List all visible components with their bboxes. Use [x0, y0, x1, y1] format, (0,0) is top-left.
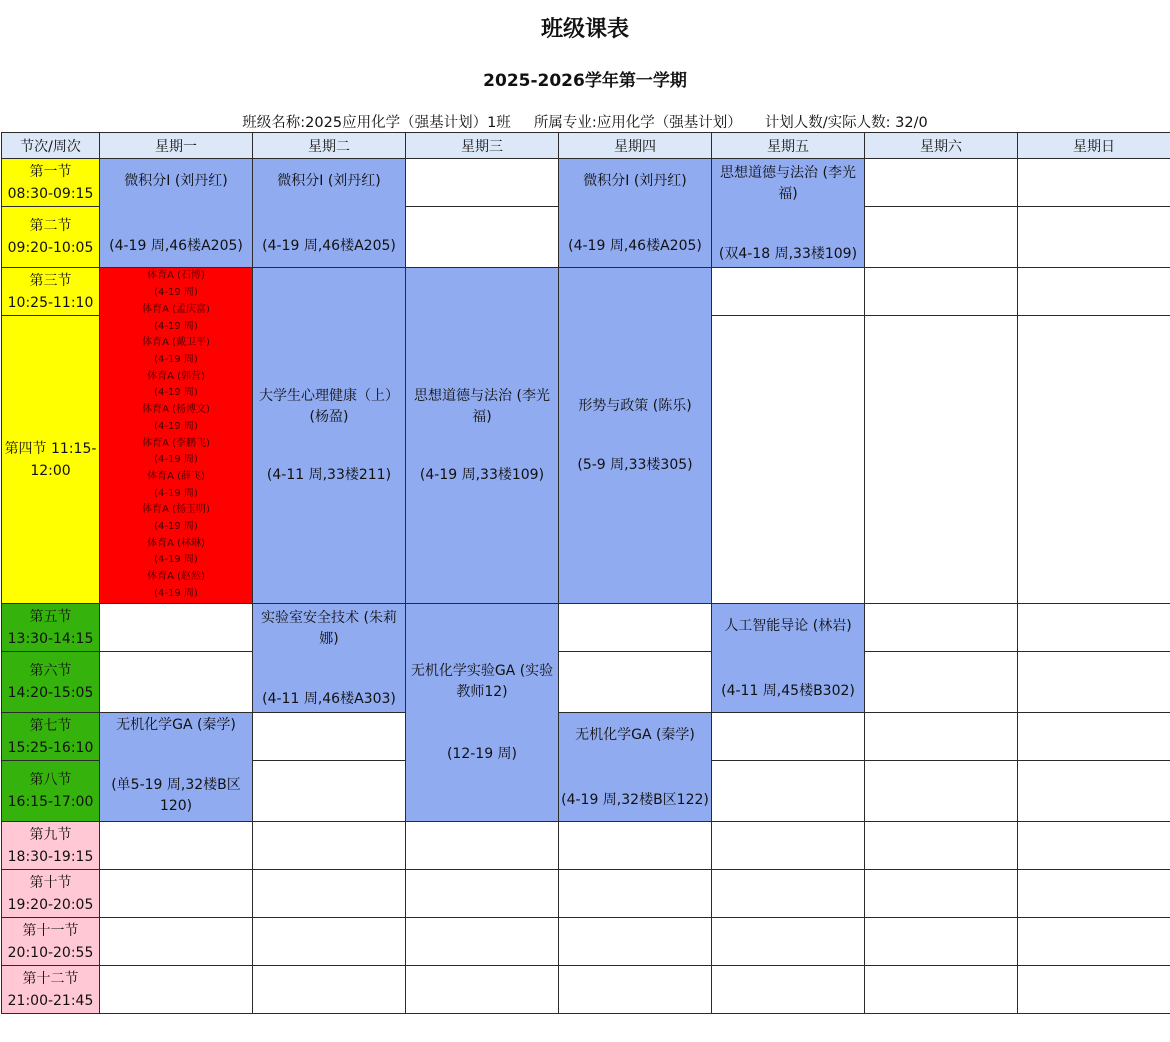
empty-cell — [559, 918, 712, 966]
empty-cell — [100, 604, 253, 652]
pe-course-name: 体育A (石博) — [147, 270, 205, 282]
pe-course-weeks: (4-19 周) — [154, 353, 198, 365]
course-detail: (5-9 周,33楼305) — [577, 456, 693, 473]
empty-cell — [865, 870, 1018, 918]
empty-cell — [253, 966, 406, 1014]
course-detail: (12-19 周) — [446, 745, 518, 762]
semester-title: 2025-2026学年第一学期 — [483, 71, 687, 91]
pe-course-weeks: (4-19 周) — [154, 387, 198, 399]
empty-cell — [406, 207, 559, 268]
empty-cell — [712, 268, 865, 316]
empty-cell — [712, 870, 865, 918]
course-cell[interactable] — [406, 268, 559, 604]
period-name: 第五节 — [29, 608, 72, 625]
period-name: 第二节 — [29, 218, 72, 234]
course-cell[interactable] — [712, 604, 865, 713]
period-name: 第十二节 — [22, 970, 79, 987]
pe-course-name: 体育A (郭营) — [147, 370, 205, 382]
empty-cell — [406, 918, 559, 966]
course-detail: (单5-19 周,32楼B区120) — [111, 777, 241, 814]
pe-course-name: 体育A (李鹏飞) — [142, 437, 210, 449]
course-name: 无机化学GA (秦学) — [575, 727, 695, 743]
course-cell[interactable] — [406, 604, 559, 822]
period-time: 21:00-21:45 — [7, 992, 94, 1009]
empty-cell — [406, 966, 559, 1014]
period-label — [2, 268, 100, 316]
empty-cell — [712, 761, 865, 822]
empty-cell — [559, 822, 712, 870]
empty-cell — [1018, 822, 1170, 870]
period-label — [2, 870, 100, 918]
period-name: 第六节 — [29, 663, 72, 679]
period-label — [2, 918, 100, 966]
pe-course-weeks: (4-19 周) — [154, 487, 198, 499]
day-header-monday: 星期一 — [100, 133, 253, 159]
period-name: 第三节 — [29, 272, 72, 289]
empty-cell — [865, 652, 1018, 713]
course-detail: (双4-18 周,33楼109) — [718, 246, 858, 262]
course-detail: (4-11 周,46楼A303) — [262, 691, 396, 707]
empty-cell — [559, 652, 712, 713]
empty-cell — [253, 918, 406, 966]
empty-cell — [1018, 713, 1170, 761]
empty-cell — [865, 159, 1018, 207]
course-cell[interactable] — [253, 268, 406, 604]
course-detail: (4-11 周,45楼B302) — [721, 683, 855, 699]
course-cell[interactable] — [559, 268, 712, 604]
empty-cell — [1018, 316, 1170, 604]
period-label — [2, 652, 100, 713]
empty-cell — [406, 822, 559, 870]
period-time: 10:25-11:10 — [7, 294, 94, 311]
timetable — [1, 132, 1170, 1014]
course-detail: (4-19 周,32楼B区122) — [561, 792, 709, 808]
course-name: 大学生心理健康（上）(杨盈) — [259, 387, 399, 425]
empty-cell — [253, 713, 406, 761]
period-name: 第十一节 — [22, 922, 79, 939]
course-cell[interactable] — [559, 159, 712, 268]
empty-cell — [559, 604, 712, 652]
period-name: 第八节 — [29, 772, 72, 788]
day-header-saturday: 星期六 — [865, 133, 1018, 159]
period-time: 19:20-20:05 — [7, 896, 94, 913]
period-time: 08:30-09:15 — [7, 185, 94, 202]
empty-cell — [1018, 604, 1170, 652]
course-name: 无机化学GA (秦学) — [116, 717, 236, 733]
pe-course-weeks: (4-19 周) — [154, 287, 198, 299]
course-cell[interactable] — [253, 159, 406, 268]
empty-cell — [253, 822, 406, 870]
empty-cell — [1018, 870, 1170, 918]
period-label — [2, 316, 100, 604]
empty-cell — [1018, 761, 1170, 822]
empty-cell — [865, 207, 1018, 268]
day-header-friday: 星期五 — [712, 133, 865, 159]
empty-cell — [865, 316, 1018, 604]
pe-course-name: 体育A (戴卫平) — [142, 337, 210, 349]
day-header-sunday: 星期日 — [1018, 133, 1170, 159]
course-name: 思想道德与法治 (李光福) — [720, 165, 856, 202]
course-detail: (4-11 周,33楼211) — [266, 466, 392, 483]
period-label — [2, 966, 100, 1014]
pe-course-weeks: (4-19 周) — [154, 454, 198, 466]
period-label — [2, 822, 100, 870]
page-title: 班级课表 — [540, 17, 629, 42]
period-label — [2, 713, 100, 761]
empty-cell — [1018, 207, 1170, 268]
day-header-tuesday: 星期二 — [253, 133, 406, 159]
course-detail: (4-19 周,46楼A205) — [262, 238, 396, 254]
pe-course-weeks: (4-19 周) — [154, 320, 198, 332]
course-detail: (4-19 周,46楼A205) — [109, 238, 243, 254]
empty-cell — [1018, 918, 1170, 966]
period-label — [2, 207, 100, 268]
empty-cell — [1018, 159, 1170, 207]
pe-course-weeks: (4-19 周) — [154, 587, 198, 599]
empty-cell — [712, 822, 865, 870]
empty-cell — [865, 604, 1018, 652]
period-time: 15:25-16:10 — [7, 739, 94, 756]
day-header-thursday: 星期四 — [559, 133, 712, 159]
pe-course-name: 体育A (林琳) — [147, 537, 205, 549]
empty-cell — [100, 652, 253, 713]
empty-cell — [712, 966, 865, 1014]
period-time: 18:30-19:15 — [7, 848, 94, 865]
pe-course-cell[interactable] — [100, 268, 253, 604]
empty-cell — [100, 966, 253, 1014]
empty-cell — [865, 713, 1018, 761]
empty-cell — [406, 870, 559, 918]
empty-cell — [1018, 652, 1170, 713]
pe-course-name: 体育A (薛飞) — [147, 470, 205, 482]
pe-course-name: 体育A (孟庆富) — [142, 303, 210, 315]
empty-cell — [865, 822, 1018, 870]
course-name: 微积分I (刘丹红) — [124, 173, 228, 189]
empty-cell — [100, 822, 253, 870]
period-label — [2, 159, 100, 207]
corner-header: 节次/周次 — [2, 133, 100, 159]
empty-cell — [1018, 966, 1170, 1014]
course-cell[interactable] — [253, 604, 406, 713]
period-name: 第七节 — [29, 717, 72, 734]
pe-course-weeks: (4-19 周) — [154, 420, 198, 432]
period-name: 第十节 — [29, 874, 72, 891]
period-time: 16:15-17:00 — [7, 794, 94, 810]
empty-cell — [253, 761, 406, 822]
empty-cell — [406, 159, 559, 207]
course-name: 形势与政策 (陈乐) — [578, 397, 692, 414]
day-header-wednesday: 星期三 — [406, 133, 559, 159]
course-detail: (4-19 周,46楼A205) — [568, 238, 702, 254]
course-cell[interactable] — [100, 713, 253, 822]
period-name: 第一节 — [29, 163, 72, 180]
course-name: 无机化学实验GA (实验教师12) — [410, 662, 554, 700]
course-cell[interactable] — [100, 159, 253, 268]
empty-cell — [712, 316, 865, 604]
course-name: 实验室安全技术 (朱莉娜) — [261, 610, 397, 647]
pe-course-weeks: (4-19 周) — [154, 554, 198, 566]
empty-cell — [253, 870, 406, 918]
empty-cell — [712, 918, 865, 966]
period-label — [2, 604, 100, 652]
empty-cell — [559, 966, 712, 1014]
pe-course-name: 体育A (杨玉明) — [142, 504, 210, 516]
pe-course-name: 体育A (赵然) — [147, 571, 205, 583]
empty-cell — [865, 966, 1018, 1014]
period-label — [2, 761, 100, 822]
empty-cell — [1018, 268, 1170, 316]
empty-cell — [865, 268, 1018, 316]
course-detail: (4-19 周,33楼109) — [419, 466, 545, 483]
course-cell[interactable] — [712, 159, 865, 268]
course-name: 微积分I (刘丹红) — [583, 173, 687, 189]
period-name: 第九节 — [29, 826, 72, 843]
period-time: 13:30-14:15 — [7, 630, 94, 647]
empty-cell — [559, 870, 712, 918]
empty-cell — [865, 761, 1018, 822]
course-name: 人工智能导论 (林岩) — [724, 618, 852, 634]
class-info: 班级名称:2025应用化学（强基计划）1班 所属专业:应用化学（强基计划） 计划人数/实际人数: 32/0 — [242, 115, 928, 131]
period-time: 14:20-15:05 — [7, 685, 94, 701]
pe-course-name: 体育A (杨博文) — [142, 404, 210, 416]
empty-cell — [865, 918, 1018, 966]
course-name: 微积分I (刘丹红) — [277, 173, 381, 189]
empty-cell — [100, 870, 253, 918]
period-time: 20:10-20:55 — [7, 944, 94, 961]
course-cell[interactable] — [559, 713, 712, 822]
empty-cell — [712, 713, 865, 761]
period-time: 09:20-10:05 — [7, 240, 94, 256]
pe-course-weeks: (4-19 周) — [154, 521, 198, 533]
pe-course-list — [102, 268, 250, 602]
period-name: 第四节 11:15-12:00 — [4, 440, 97, 479]
course-name: 思想道德与法治 (李光福) — [414, 387, 550, 425]
empty-cell — [100, 918, 253, 966]
